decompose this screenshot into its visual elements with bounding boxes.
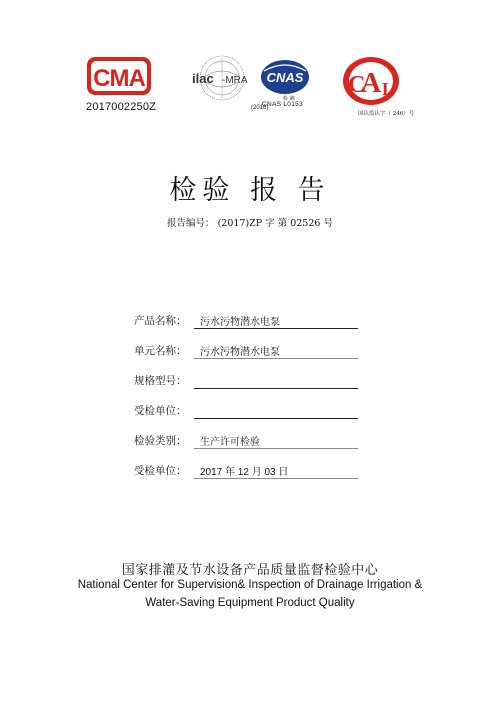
organization-name-en-line2: Water-Saving Equipment Product Quality [145, 597, 355, 609]
cnas-cert-number: CNAS L0153 [262, 101, 303, 108]
field-value: 污水污物潜水电泵 [194, 313, 358, 329]
svg-text:A: A [360, 68, 382, 99]
field-value: 2017 年 12 月 03 日 [194, 463, 358, 479]
ilac-mra-logo-icon [188, 50, 250, 106]
field-label: 规格型号： [134, 375, 187, 387]
organization-name-en-line1: National Center for Supervision& Inspection of Drainage Irrigation & [77, 579, 423, 591]
field-value [194, 373, 358, 389]
ilac-year: (2016) [251, 105, 269, 111]
svg-text:CMA: CMA [93, 65, 145, 92]
cma-logo-icon [86, 56, 152, 96]
report-title: 检验 报 告 [169, 175, 331, 206]
field-label: 产品名称： [134, 315, 187, 327]
field-label: 受检单位： [134, 465, 187, 477]
cma-cert-number: 2017002250Z [86, 101, 157, 113]
cnas-subtitle: 检 测 [283, 96, 295, 102]
svg-text:ilac: ilac [192, 71, 214, 86]
svg-text:C: C [348, 72, 366, 98]
field-label: 单元名称： [134, 345, 187, 357]
report-number: 报告编号： (2017)ZP 字 第 02526 号 [167, 218, 333, 229]
field-value: 污水污物潜水电泵 [194, 343, 358, 359]
svg-text:-MRA: -MRA [222, 75, 248, 86]
cal-logo-icon [340, 55, 402, 107]
field-value: 生产许可检验 [194, 433, 358, 449]
field-label: 检验类别： [134, 435, 187, 447]
field-value [194, 403, 358, 419]
svg-text:L: L [382, 79, 395, 99]
cal-cert-number: 国认监认字（ 246）号 [358, 111, 415, 117]
organization-name-cn: 国家排灌及节水设备产品质量监督检验中心 [121, 563, 379, 578]
svg-text:CNAS: CNAS [266, 70, 304, 85]
field-label: 受检单位： [134, 405, 187, 417]
